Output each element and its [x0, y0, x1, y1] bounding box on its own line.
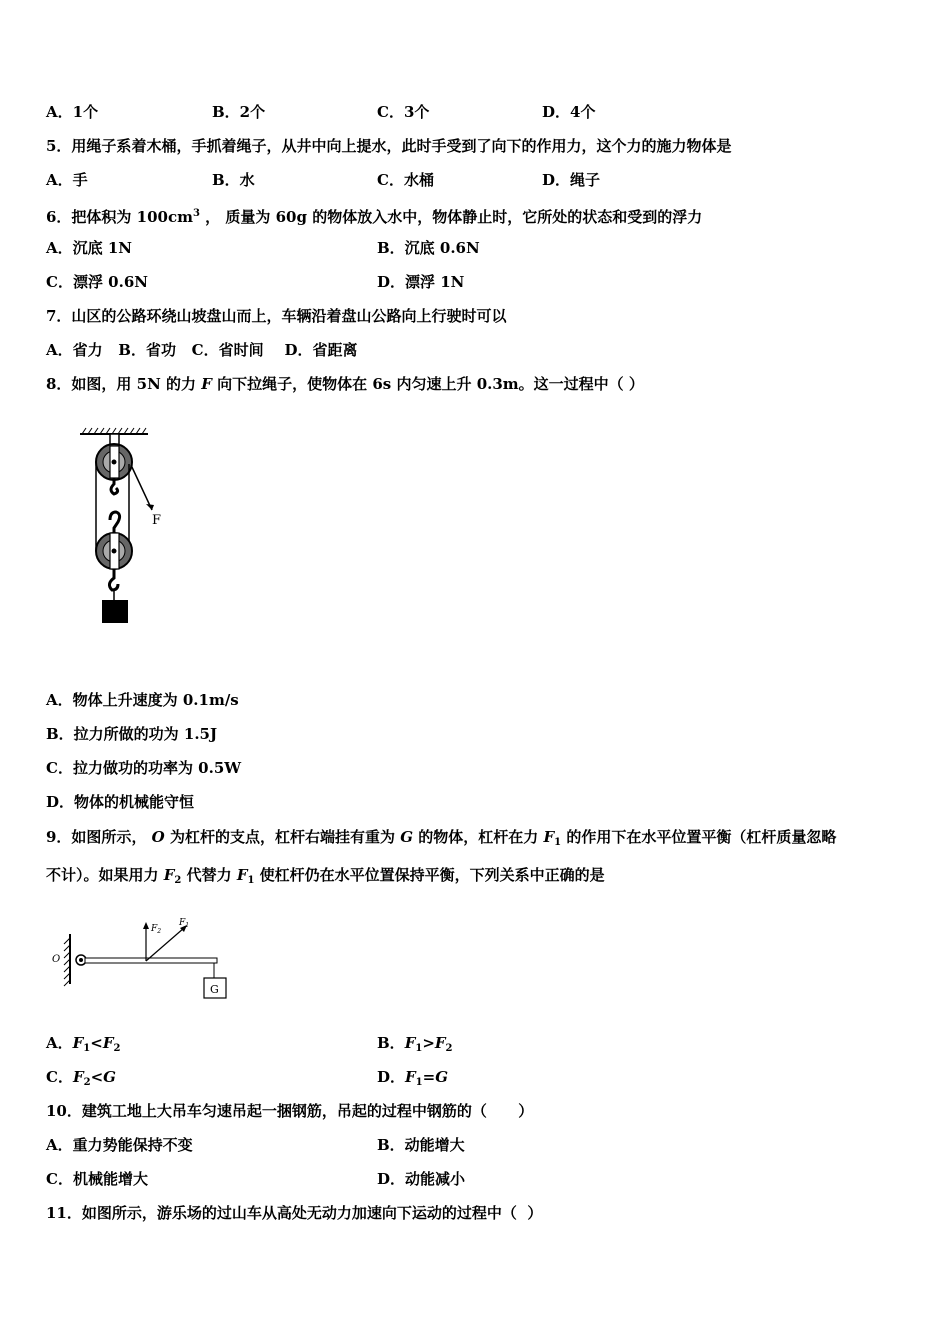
q8-option-d: D．物体的机械能守恒: [46, 793, 195, 811]
q10-stem: 10．建筑工地上大吊车匀速吊起一捆钢筋，吊起的过程中钢筋的（ ）: [46, 1102, 534, 1120]
q6-option-d: D．漂浮 1N: [377, 273, 465, 291]
q6-option-b: B．沉底 0.6N: [377, 239, 480, 257]
q6-stem: 6．把体积为 $100cm^3$ ， 质量为 60g 的物体放入水中，物体静止时，它所处的状态和受到的浮力: [46, 208, 703, 226]
pulley-figure: [70, 420, 180, 630]
q7-options: A．省力 B．省功 C．省时间 D．省距离: [46, 341, 358, 359]
q8-option-c: C．拉力做功的功率为 0.5W: [46, 759, 242, 777]
q5-option-b: B．水: [212, 171, 255, 189]
q8-option-a: A．物体上升速度为 0.1m/s: [46, 691, 239, 709]
force-f2-label: $F_2$: [151, 924, 162, 935]
q9-stem-line2: 不计）。如果用力 $F_2$ 代替力 $F_1$ 使杠杆仍在水平位置保持平衡，下列关系中正确的是: [46, 866, 605, 886]
q6-option-c: C．漂浮 0.6N: [46, 273, 148, 291]
pivot-o-label: O: [52, 954, 61, 965]
force-f-label: F: [152, 513, 162, 528]
q4-option-b: B．2个: [212, 103, 266, 121]
q8-option-b: B．拉力所做的功为 1.5J: [46, 725, 218, 743]
q10-option-a: A．重力势能保持不变: [46, 1136, 193, 1154]
q8-stem: 8．如图，用 5N 的力 F 向下拉绳子，使物体在 6s 内匀速上升 0.3m。这一过程中（ ）: [46, 375, 644, 393]
q10-option-b: B．动能增大: [377, 1136, 465, 1154]
q9-option-c: C．$F_2<G$: [46, 1068, 116, 1088]
q9-option-d: D．$F_1=G$: [377, 1068, 449, 1088]
q11-stem: 11．如图所示，游乐场的过山车从高处无动力加速向下运动的过程中（ ）: [46, 1204, 543, 1222]
q9-stem-line1: 9．如图所示， O 为杠杆的支点，杠杆右端挂有重为 G 的物体，杠杆在力 $F_1$ 的作用下在水平位置平衡（杠杆质量忽略: [46, 828, 837, 848]
q4-option-d: D．4个: [542, 103, 596, 121]
weight-g-label: G: [210, 983, 219, 996]
q4-option-c: C．3个: [377, 103, 430, 121]
q7-stem: 7．山区的公路环绕山坡盘山而上，车辆沿着盘山公路向上行驶时可以: [46, 307, 507, 325]
q9-option-b: B．$F_1>F_2$: [377, 1034, 453, 1054]
q6-option-a: A．沉底 1N: [46, 239, 133, 257]
q5-option-c: C．水桶: [377, 171, 434, 189]
q5-stem: 5．用绳子系着木桶，手抓着绳子，从井中向上提水，此时手受到了向下的作用力，这个力的施力物体是: [46, 137, 732, 155]
lever-figure: [48, 912, 238, 1004]
q5-option-a: A．手: [46, 171, 88, 189]
q4-option-a: A．1个: [46, 103, 99, 121]
q5-option-d: D．绳子: [542, 171, 601, 189]
q10-option-c: C．机械能增大: [46, 1170, 148, 1188]
q9-option-a: A．$F_1<F_2$: [46, 1034, 121, 1054]
force-f1-label: $F_1$: [179, 918, 190, 929]
q10-option-d: D．动能减小: [377, 1170, 466, 1188]
